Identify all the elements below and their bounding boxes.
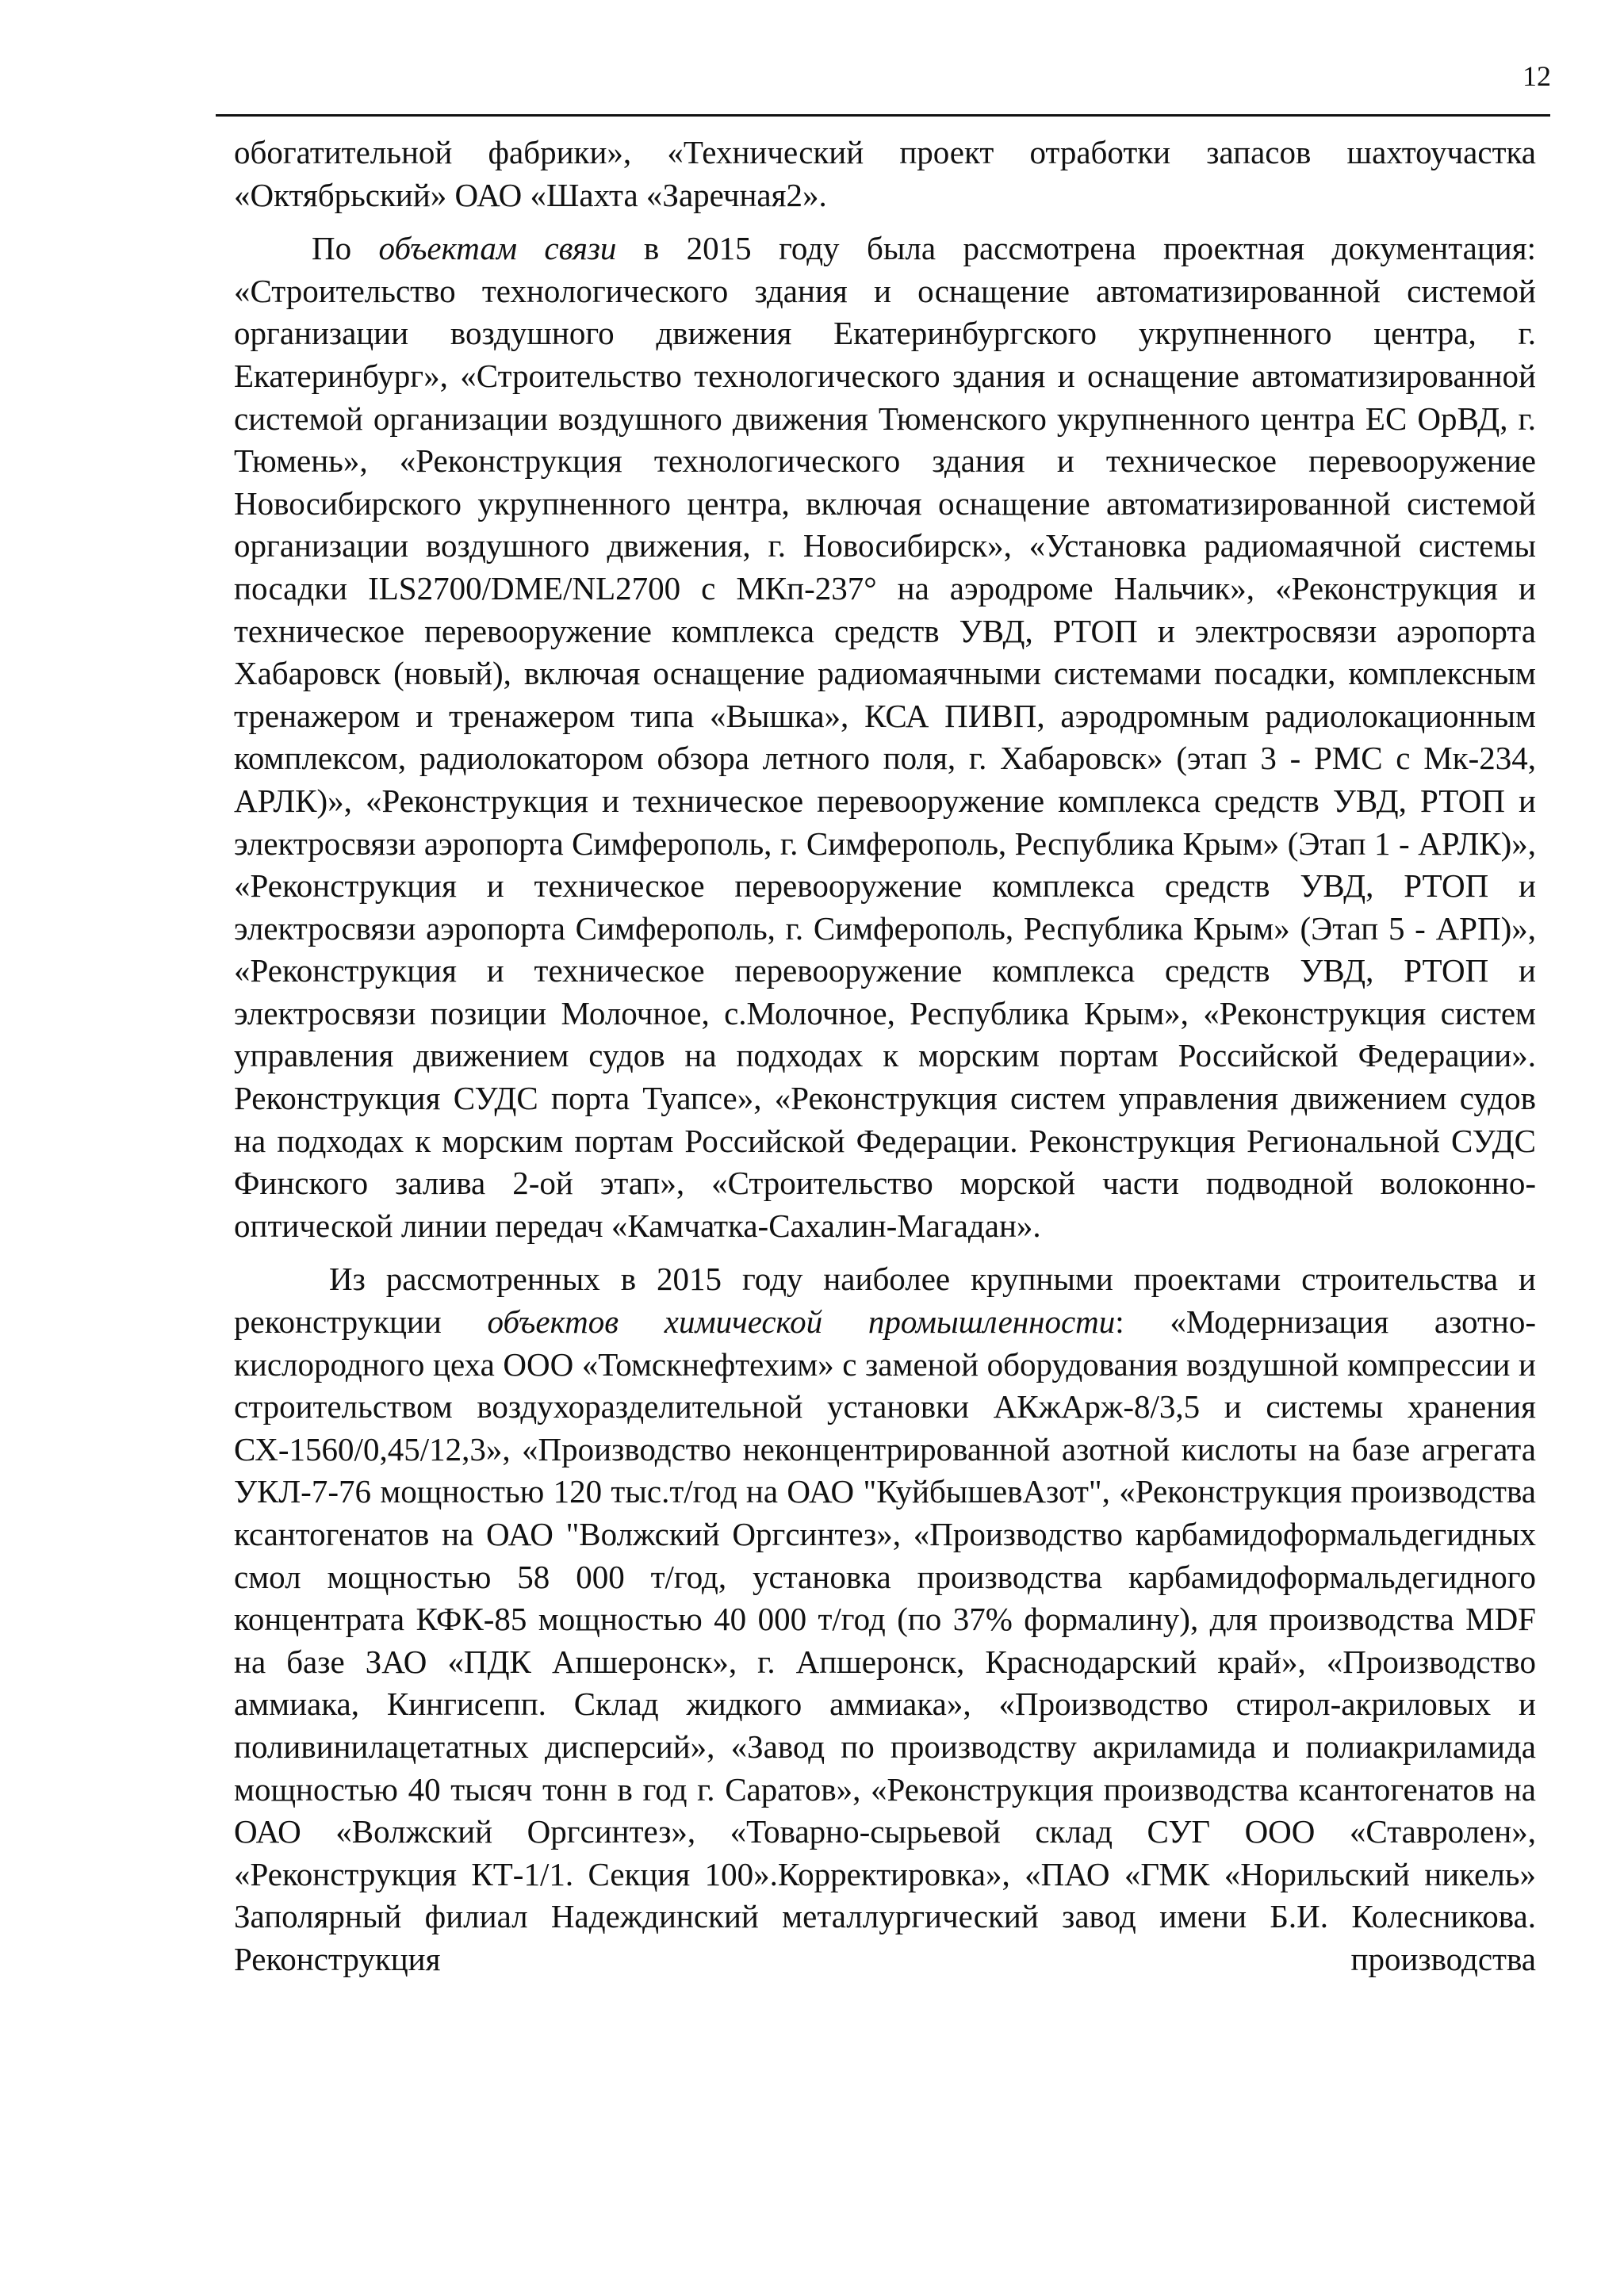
paragraph-chemical-industry [234,1258,1536,1980]
page-number: 12 [1522,60,1551,92]
header-rule [216,114,1550,117]
paragraph-lead-text: Из рассмотренных в 2015 году наиболее крупными проектами строительства и реконструкции [234,1261,1536,1341]
paragraph-lead-text: По [312,230,379,267]
paragraph-body-text: в 2015 году была рассмотрена проектная документация: «Строительство технологического здания и оснащение автоматизированной системой организации воздушного движения Екатеринбургского укрупненного центра, г. Екатеринбург», «Строительство технологического здания и оснащение автоматизированной системой организации воздушного движения Тюменского укрупненного центра ЕС ОрВД, г. Тюмень», «Реконструкция технологического здания и техническое перевооружение Новосибирского укрупненного центра, включая оснащение автоматизированной системой организации воздушного движения, г. Новосибирск», «Установка радиомаячной системы посадки ILS2700/DME/NL2700 с МКп-237° на аэродроме Нальчик», «Реконструкция и техническое перевооружение комплекса средств УВД, РТОП и электросвязи аэропорта Хабаровск (новый), включая оснащение радиомаячными системами посадки, комплексным тренажером и тренажером типа «Вышка», КСА ПИВП, аэродромным радиолокационным комплексом, радиолокатором обзора летного поля, г. Хабаровск» (этап 3 - РМС с Мк-234, АРЛК)», «Реконструкция и техническое перевооружение комплекса средств УВД, РТОП и электросвязи аэропорта Симферополь, г. Симферополь, Республика Крым» (Этап 1 - АРЛК)», «Реконструкция и техническое перевооружение комплекса средств УВД, РТОП и электросвязи аэропорта Симферополь, г. Симферополь, Республика Крым» (Этап 5 - АРП)», «Реконструкция и техническое перевооружение комплекса средств УВД, РТОП и электросвязи позиции Молочное, с.Молочное, Республика Крым», «Реконструкция систем управления движением судов на подходах к морским портам Российской Федерации». Реконструкция СУДС порта Туапсе», «Реконструкция систем управления движением судов на подходах к морским портам Российской Федерации. Реконструкция Региональной СУДС Финского залива 2-ой этап», «Строительство морской части подводной волоконно-оптической линии передач «Камчатка-Сахалин-Магадан». [234,230,1537,1244]
paragraph-continuation: обогатительной фабрики», «Технический проект отработки запасов шахтоучастка «Октябрьский» ОАО «Шахта «Заречная2». [234,134,1536,213]
document-body [234,132,1536,1981]
paragraph-communication-objects [234,228,1536,1247]
emphasis-communication-objects: объектам связи [378,230,617,267]
emphasis-chemical-industry: объектов химической промышленности [487,1303,1116,1341]
paragraph-body-text: : «Модернизация азотно-кислородного цеха ООО «Томскнефтехим» с заменой оборудования воздушной компрессии и строительством воздухоразделительной установки АКжАрж-8/3,5 и системы хранения СХ-1560/0,45/12,3», «Производство неконцентрированной азотной кислоты на базе агрегата УКЛ-7-76 мощностью 120 тыс.т/год на ОАО "КуйбышевАзот", «Реконструкция производства ксантогенатов на ОАО "Волжский Оргсинтез», «Производство карбамидоформальдегидных смол мощностью 58 000 т/год, установка производства карбамидоформальдегидного концентрата КФК-85 мощностью 40 000 т/год (по 37% формалину), для производства MDF на базе ЗАО «ПДК Апшеронск», г. Апшеронск, Краснодарский край», «Производство аммиака, Кингисепп. Склад жидкого аммиака», «Производство стирол-акриловых и поливинилацетатных дисперсий», «Завод по производству акриламида и полиакриламида мощностью 40 тысяч тонн в год г. Саратов», «Реконструкция производства ксантогенатов на ОАО «Волжский Оргсинтез», «Товарно-сырьевой склад СУГ ООО «Ставролен», «Реконструкция КТ-1/1. Секция 100».Корректировка», «ПАО «ГМК «Норильский никель» Заполярный филиал Надеждинский металлургический завод имени Б.И. Колесникова. Реконструкция производства [234,1303,1536,1977]
